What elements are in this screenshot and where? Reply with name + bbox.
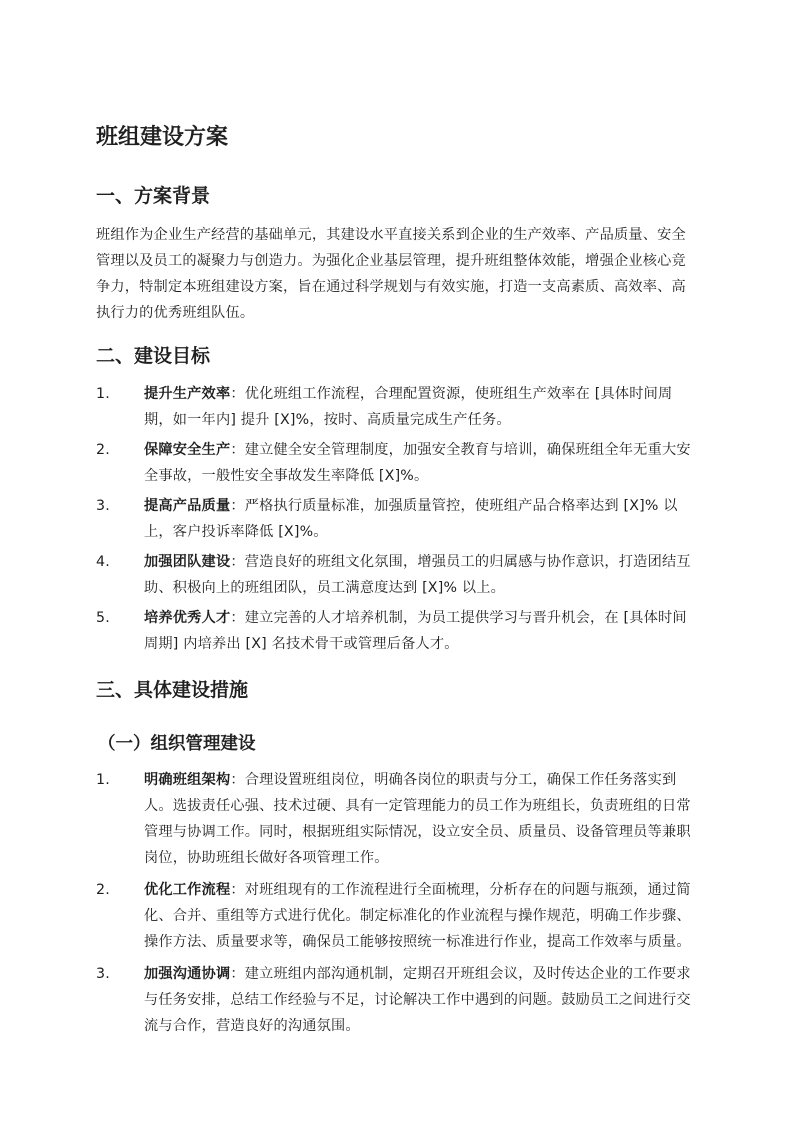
list-separator: ： [230,386,245,402]
list-term: 加强团队建设 [144,554,231,570]
list-number: 2. [96,442,110,458]
list-item [96,381,700,433]
list-term: 培养优秀人才 [144,610,231,626]
list-item [96,877,700,955]
section-background-heading: 一、方案背景 [96,185,211,207]
goals-list [96,381,700,661]
list-separator: ： [230,442,245,458]
list-text: 建立健全安全管理制度，加强安全教育与培训，确保班组全年无重大安全事故，一般性安全事故发生率降低 [X]%。 [144,442,691,484]
list-number: 3. [96,966,110,982]
list-text: 建立班组内部沟通机制，定期召开班组会议，及时传达企业的工作要求与任务安排，总结工作经验与不足，讨论解决工作中遇到的问题。鼓励员工之间进行交流与合作，营造良好的沟通氛围。 [144,966,691,1034]
list-term: 保障安全生产 [144,442,231,458]
list-term: 加强沟通协调 [144,966,231,982]
list-item [96,767,700,871]
list-text: 优化班组工作流程，合理配置资源，使班组生产效率在 [具体时间周期，如一年内] 提升 [X]%，按时、高质量完成生产任务。 [144,386,673,428]
list-number: 4. [96,554,110,570]
list-term: 明确班组架构 [144,772,231,788]
list-item [96,493,700,545]
list-term: 提高产品质量 [144,498,231,514]
section-goals-heading: 二、建设目标 [96,345,211,367]
list-text: 严格执行质量标准，加强质量管控，使班组产品合格率达到 [X]% 以上，客户投诉率降低 [X]%。 [144,498,678,540]
list-separator: ： [230,966,245,982]
list-term: 优化工作流程 [144,882,231,898]
list-separator: ： [230,610,245,626]
section-measures-heading: 三、具体建设措施 [96,679,249,701]
org-measures-list [96,767,700,1045]
list-separator: ： [230,498,245,514]
list-text: 合理设置班组岗位，明确各岗位的职责与分工，确保工作任务落实到人。选拔责任心强、技术过硬、具有一定管理能力的员工作为班组长，负责班组的日常管理与协调工作。同时，根据班组实际情况，设立安全员、质量员、设备管理员等兼职岗位，协助班组长做好各项管理工作。 [144,772,691,866]
list-text: 营造良好的班组文化氛围，增强员工的归属感与协作意识，打造团结互助、积极向上的班组团队，员工满意度达到 [X]% 以上。 [144,554,691,596]
list-term: 提升生产效率 [144,386,231,402]
list-item [96,437,700,489]
list-text: 建立完善的人才培养机制，为员工提供学习与晋升机会，在 [具体时间周期] 内培养出 [X] 名技术骨干或管理后备人才。 [144,610,687,652]
list-text: 对班组现有的工作流程进行全面梳理，分析存在的问题与瓶颈，通过简化、合并、重组等方式进行优化。制定标准化的作业流程与操作规范，明确工作步骤、操作方法、质量要求等，确保员工能够按照统一标准进行作业，提高工作效率与质量。 [144,882,691,950]
list-item [96,605,700,657]
list-number: 1. [96,772,110,788]
subsection-org-heading: （一）组织管理建设 [98,734,256,754]
list-separator: ： [230,772,245,788]
list-separator: ： [230,882,245,898]
document-title: 班组建设方案 [96,125,229,150]
list-separator: ： [230,554,245,570]
list-item [96,549,700,601]
background-paragraph: 班组作为企业生产经营的基础单元，其建设水平直接关系到企业的生产效率、产品质量、安全管理以及员工的凝聚力与创造力。为强化企业基层管理，提升班组整体效能，增强企业核心竞争力，特制定本班组建设方案，旨在通过科学规划与有效实施，打造一支高素质、高效率、高执行力的优秀班组队伍。 [96,227,686,321]
list-number: 1. [96,386,110,402]
list-number: 2. [96,882,110,898]
list-number: 3. [96,498,110,514]
list-item [96,961,700,1039]
list-number: 5. [96,610,110,626]
